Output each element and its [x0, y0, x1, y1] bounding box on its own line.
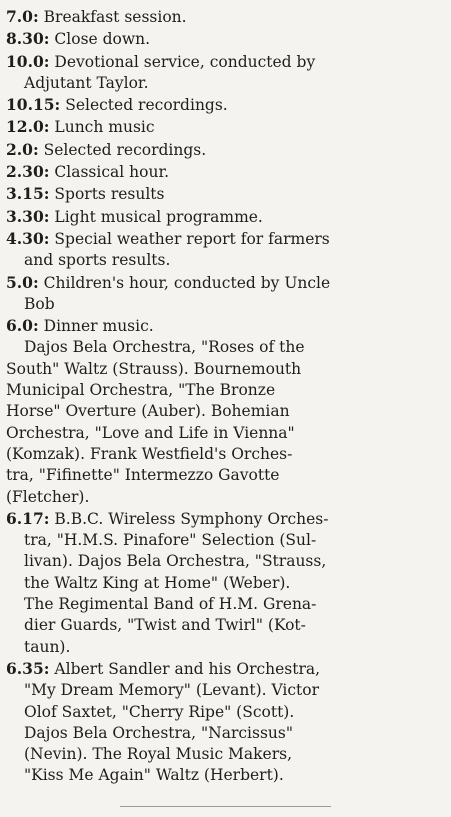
programme-time: 6.0:	[6, 316, 39, 336]
programme-time: 2.30:	[6, 162, 50, 182]
programme-time: 8.30:	[6, 29, 50, 49]
programme-entry	[6, 161, 446, 183]
programme-entry	[6, 51, 446, 95]
column-divider-rule	[120, 806, 331, 807]
dinner-music-details: Dajos Bela Orchestra, "Roses of the South" Waltz (Strauss). Bournemouth Municipal Orchestra, "The Bronze Horse" Overture (Auber). Bohemian Orchestra, "Love and Life in Vienna" (Komzak). Frank Westfield's Orches- tra, "Fifinette" Intermezzo Gavotte (Fletcher).	[6, 338, 305, 506]
programme-entry	[6, 28, 446, 50]
programme-entry	[6, 206, 446, 228]
programme-text: Classical hour.	[54, 163, 170, 182]
programme-text: Dinner music.	[43, 317, 154, 336]
programme-time: 3.30:	[6, 206, 50, 226]
programme-time: 5.0:	[6, 272, 39, 292]
programme-entry	[6, 508, 446, 658]
programme-text: B.B.C. Wireless Symphony Orches- tra, "H.M.S. Pinafore" Selection (Sul- livan). Dajos Bela Orchestra, "Strauss, the Waltz King at Home" (Weber). The Regimental Band of H.M. Grena- dier Guards, "Twist and Twirl" (Kot- taun).	[24, 509, 329, 656]
programme-text: Light musical programme.	[54, 207, 263, 226]
programme-time: 7.0:	[6, 7, 39, 26]
programme-time: 3.15:	[6, 184, 50, 204]
programme-time: 2.0:	[6, 139, 39, 159]
programme-entry	[6, 272, 446, 316]
programme-time: 6.35:	[6, 658, 50, 678]
programme-entry	[6, 183, 446, 205]
programme-entry	[6, 315, 446, 337]
programme-time: 4.30:	[6, 228, 50, 248]
programme-text: Children's hour, conducted by Uncle Bob	[24, 273, 331, 313]
programme-text: Sports results	[54, 185, 165, 204]
programme-entry	[6, 658, 446, 787]
programme-text: Breakfast session.	[43, 8, 187, 26]
programme-text: Selected recordings.	[43, 140, 207, 159]
programme-text: Special weather report for farmers and sports results.	[24, 229, 330, 270]
programme-time: 6.17:	[6, 508, 50, 528]
programme-entry	[6, 94, 446, 116]
programme-time: 12.0:	[6, 117, 50, 137]
programme-text: Albert Sandler and his Orchestra, "My Dream Memory" (Levant). Victor Olof Saxtet, "Cherry Ripe" (Scott). Dajos Bela Orchestra, "Narcissus" (Nevin). The Royal Music Makers, "Kiss Me Again" Waltz (Herbert).	[24, 659, 321, 785]
programme-time: 10.15:	[6, 95, 61, 115]
programme-text: Devotional service, conducted by Adjutant Taylor.	[24, 52, 316, 92]
programme-entry	[6, 6, 446, 28]
programme-time: 10.0:	[6, 51, 50, 71]
programme-entry	[6, 139, 446, 161]
programme-list	[6, 6, 446, 787]
programme-text: Close down.	[54, 30, 151, 49]
programme-entry	[6, 228, 446, 272]
programme-entry	[6, 116, 446, 138]
programme-text: Selected recordings.	[65, 96, 228, 115]
programme-text: Lunch music	[54, 118, 155, 137]
